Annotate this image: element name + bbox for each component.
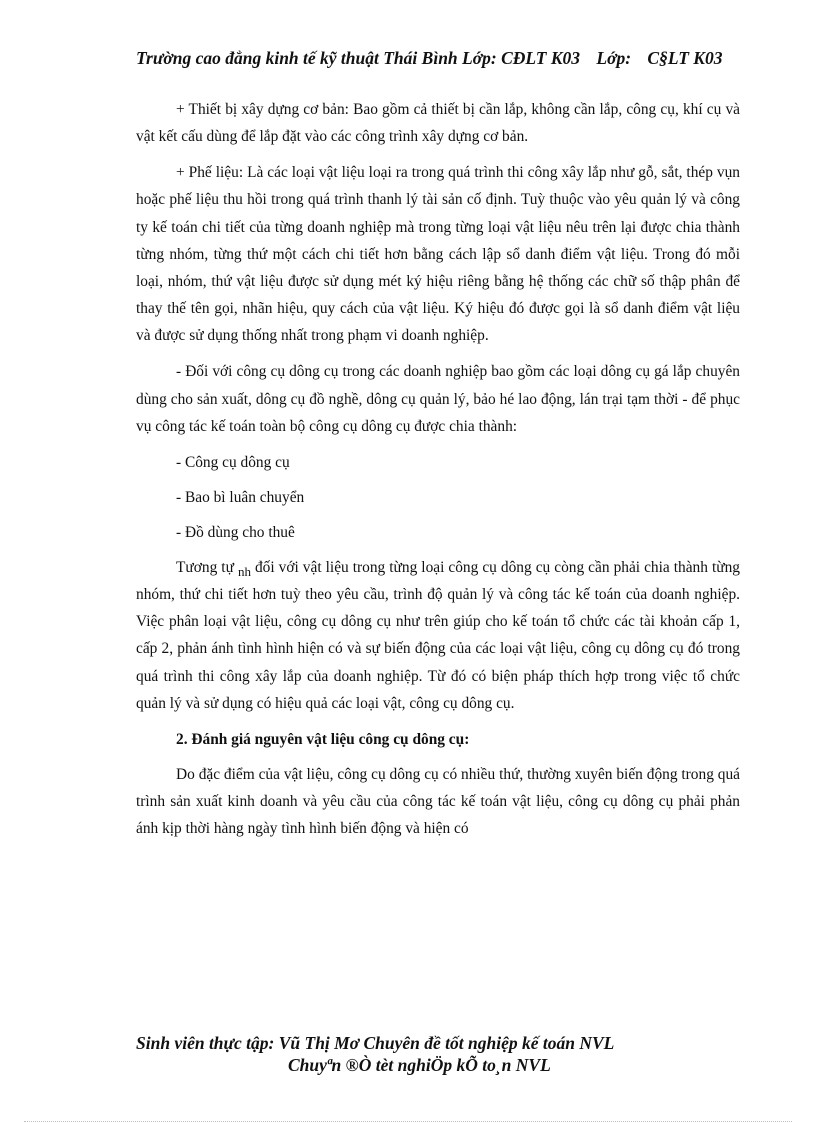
header-class-label: Lớp: <box>596 48 632 68</box>
header-school: Trường cao đẳng kinh tế kỹ thuật Thái Bình Lớp: CĐLT K03 <box>136 48 580 68</box>
paragraph-equipment: + Thiết bị xây dựng cơ bản: Bao gồm cả thiết bị cần lắp, không cần lắp, công cụ, khí cụ và vật kết cấu dùng để lắp đặt vào các công trình xây dựng cơ bản. <box>136 101 740 146</box>
page-bottom-divider <box>24 1121 792 1122</box>
paragraph-scrap: + Phế liệu: Là các loại vật liệu loại ra trong quá trình thi công xây lắp như gỗ, sắt, thép vụn hoặc phế liệu thu hồi trong quá trình thanh lý tài sản cố định. Tuỳ thuộc vào yêu quản lý và công ty kế toán chi tiết của từng doanh nghiệp mà trong từng loại vật liệu nêu trên lại được chia thành từng nhóm, từng thứ một cách chi tiết hơn bằng cách lập sổ danh điểm vật liệu. Trong đó mỗi loại, nhóm, thứ vật liệu được sử dụng mét ký hiệu riêng bằng hệ thống các chữ số thập phân để thay thế tên gọi, nhãn hiệu, quy cách của vật liệu. Ký hiệu đó được gọi là sổ danh điểm vật liệu và được sử dụng thống nhất trong phạm vi doanh nghiệp. <box>136 164 740 345</box>
list-item: - Đồ dùng cho thuê <box>176 523 295 541</box>
header-class-code-b: K03 <box>693 48 723 68</box>
footer-line-2: Chuyªn ®Ò tèt nghiÖp kÕ to¸n NVL <box>288 1055 551 1075</box>
footer-line-1: Sinh viên thực tập: Vũ Thị Mơ Chuyên đề tốt nghiệp kế toán NVL <box>136 1033 615 1053</box>
paragraph-similarly-rest: đối với vật liệu trong từng loại công cụ dông cụ còng cần phải chia thành từng nhóm, thứ chi tiết hơn tuỳ theo yêu cầu, trình độ quản lý và công tác kế toán của doanh nghiệp. Việc phân loại vật liệu, công cụ dông cụ như trên giúp cho kế toán tổ chức các tài khoản cấp 1, cấp 2, phản ánh tình hình hiện có và sự biến động của các loại vật liệu, công cụ dông cụ đó trong quá trình thi công xây lắp của doanh nghiệp. Từ đó có biện pháp thích hợp trong việc tổ chức quản lý và sử dụng có hiệu quả các loại vật, công cụ dông cụ. <box>136 558 740 712</box>
section-heading: 2. Đánh giá nguyên vật liệu công cụ dông cụ: <box>176 730 470 748</box>
document-body <box>136 96 740 851</box>
small-text-nh: nh <box>237 563 251 579</box>
paragraph-similarly <box>136 554 740 717</box>
paragraph-characteristics: Do đặc điểm của vật liệu, công cụ dông cụ có nhiều thứ, thường xuyên biến động trong quá trình sản xuất kinh doanh và yêu cầu của công tác kế toán vật liệu, công cụ dông cụ phải phản ánh kịp thời hàng ngày tình hình biến động và hiện có <box>136 765 740 838</box>
paragraph-tools: - Đối với công cụ dông cụ trong các doanh nghiệp bao gồm các loại dông cụ gá lắp chuyên dùng cho sản xuất, dông cụ đồ nghề, dông cụ quản lý, bảo hé lao động, lán trại tạm thời - để phục vụ công tác kế toán toàn bộ công cụ dông cụ được chia thành: <box>136 363 740 435</box>
page-header <box>136 48 748 69</box>
page-footer <box>136 1032 748 1076</box>
paragraph-similarly-start: Tương tự <box>176 558 234 576</box>
header-class-code-a: C§LT <box>647 48 689 68</box>
list-item: - Công cụ dông cụ <box>176 453 290 471</box>
list-item: - Bao bì luân chuyển <box>176 488 305 506</box>
